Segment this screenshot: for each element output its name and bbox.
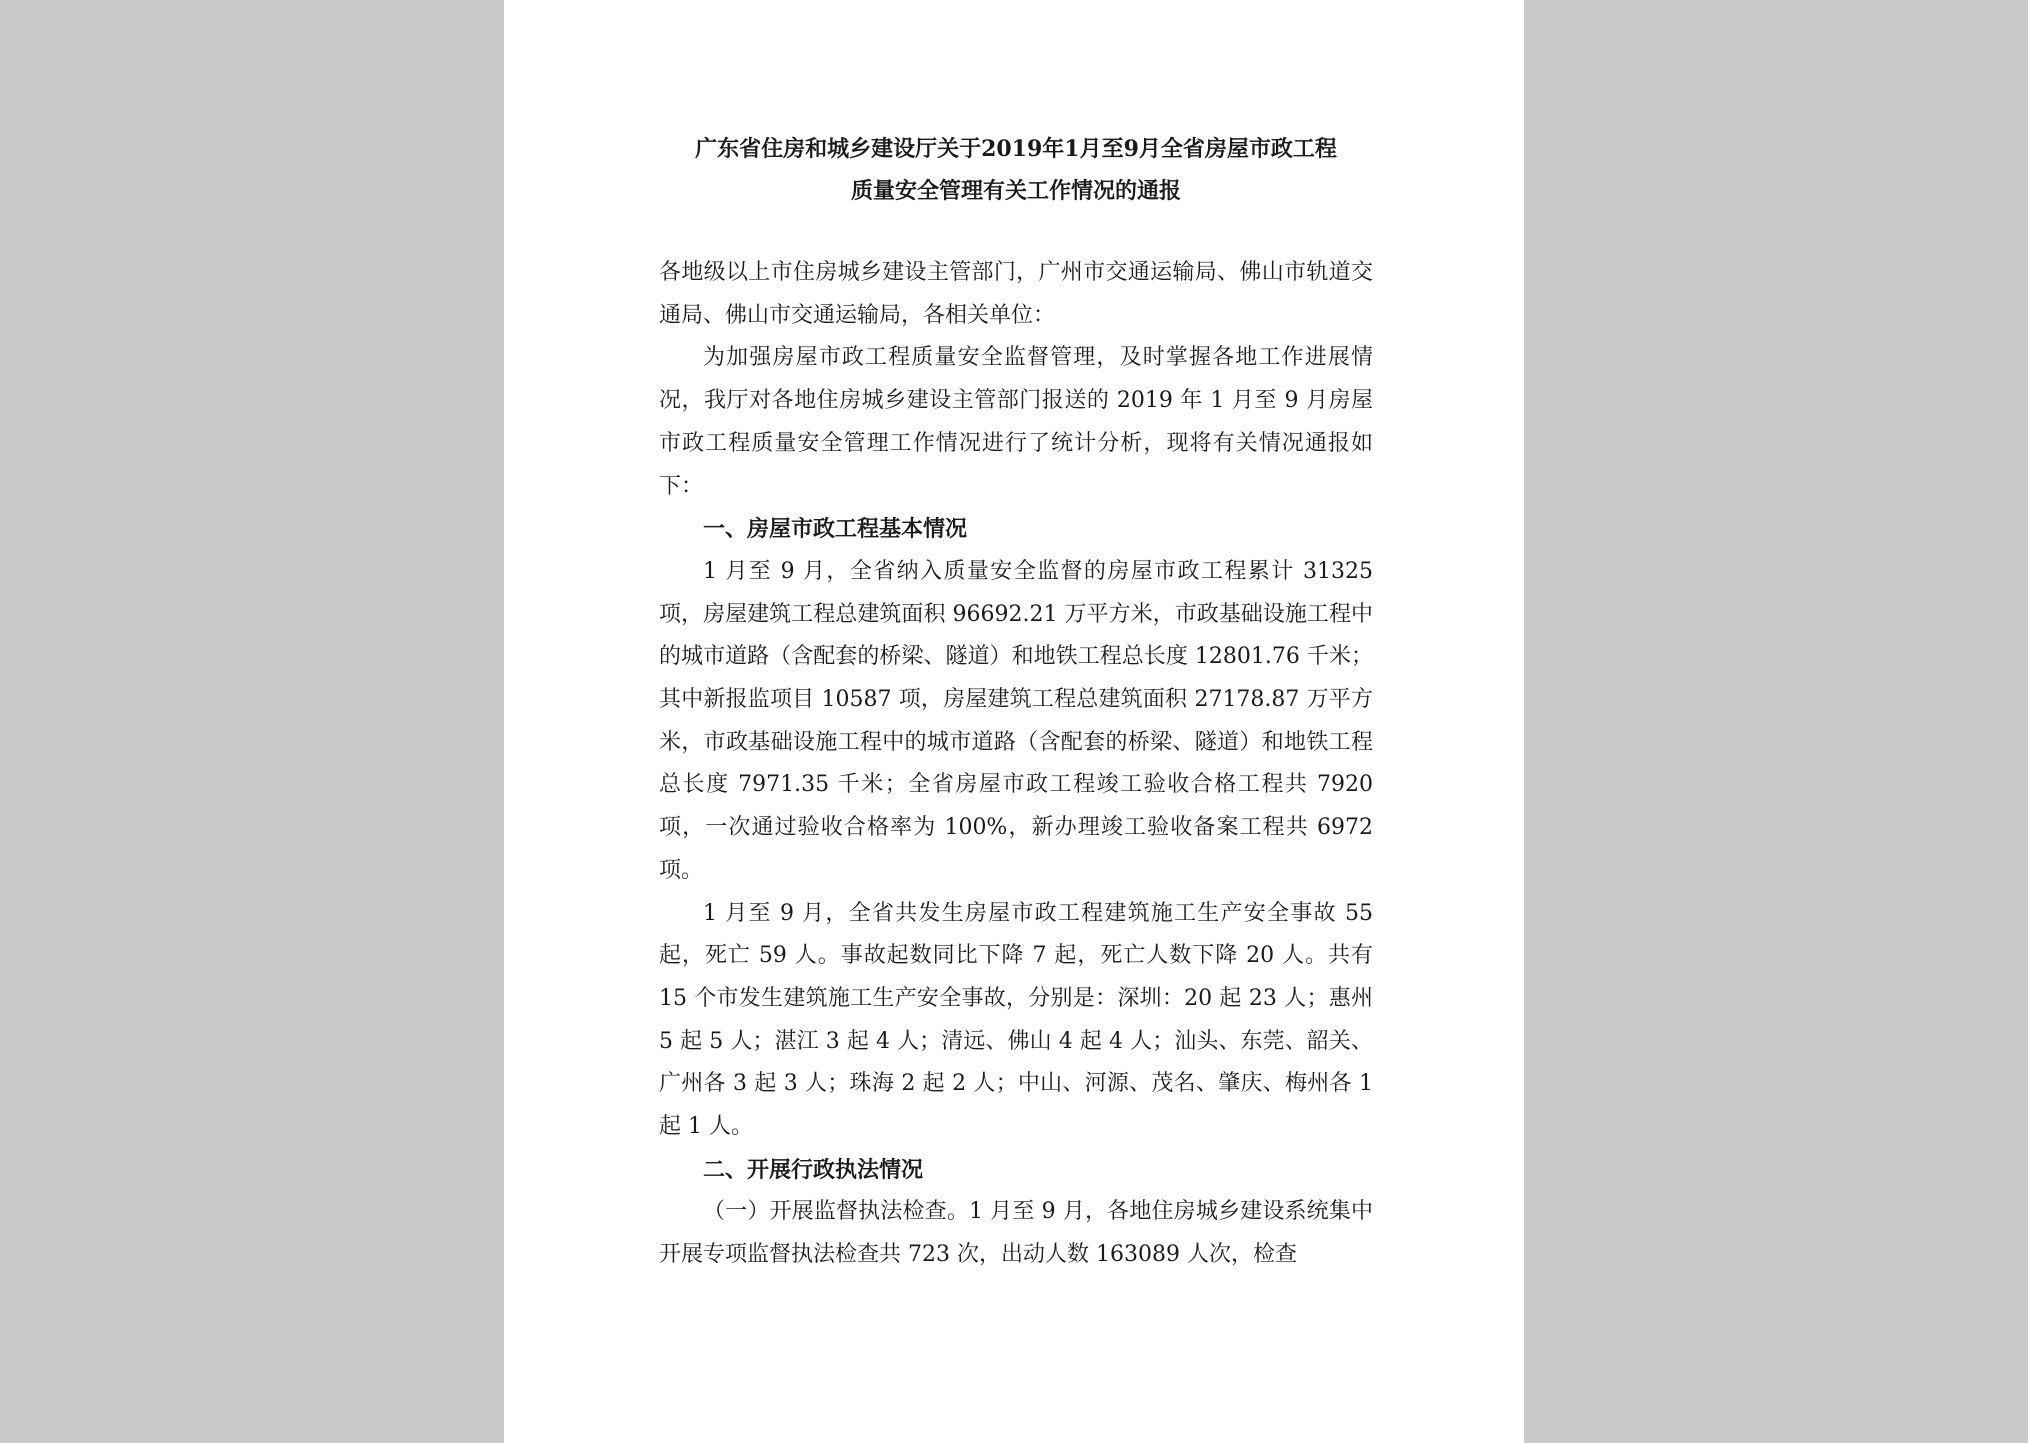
section-1-paragraph-1: 1 月至 9 月，全省纳入质量安全监督的房屋市政工程累计 31325 项，房屋建筑工程总建筑面积 96692.21 万平方米，市政基础设施工程中的城市道路（含配套的桥梁、隧道）和地铁工程总长度 12801.76 千米；其中新报监项目 10587 项，房屋建筑工程总建筑面积 27178.87 万平方米，市政基础设施工程中的城市道路（含配套的桥梁、隧道）和地铁工程总长度 7971.35 千米；全省房屋市政工程竣工验收合格工程共 7920 项，一次通过验收合格率为 100%，新办理竣工验收备案工程共 6972 项。 [659,558,1373,883]
addressee-paragraph: 各地级以上市住房城乡建设主管部门，广州市交通运输局、佛山市轨道交通局、佛山市交通运输局，各相关单位： [659,260,1373,328]
title-line-2: 质量安全管理有关工作情况的通报 [850,178,1181,204]
document-page [504,0,1524,1443]
section-1-heading: 一、房屋市政工程基本情况 [703,516,968,543]
document-body [659,128,1373,1277]
section-1-paragraph-2: 1 月至 9 月，全省共发生房屋市政工程建筑施工生产安全事故 55 起，死亡 59 人。事故起数同比下降 7 起，死亡人数下降 20 人。共有 15 个市发生建筑施工生产安全事故，分别是：深圳：20 起 23 人；惠州 5 起 5 人；湛江 3 起 4 人；清远、佛山 4 起 4 人；汕头、东莞、韶关、广州各 3 起 3 人；珠海 2 起 2 人；中山、河源、茂名、肇庆、梅州各 1 起 1 人。 [659,900,1373,1140]
title-line-1: 广东省住房和城乡建设厅关于2019年1月至9月全省房屋市政工程 [695,136,1337,162]
section-2-heading: 二、开展行政执法情况 [703,1156,924,1183]
intro-paragraph: 为加强房屋市政工程质量安全监督管理，及时掌握各地工作进展情况，我厅对各地住房城乡建设主管部门报送的 2019 年 1 月至 9 月房屋市政工程质量安全管理工作情况进行了统计分析，现将有关情况通报如下： [659,345,1373,499]
document-title [659,128,1373,212]
section-2-paragraph-1: （一）开展监督执法检查。1 月至 9 月，各地住房城乡建设系统集中开展专项监督执法检查共 723 次，出动人数 163089 人次，检查 [659,1199,1373,1268]
